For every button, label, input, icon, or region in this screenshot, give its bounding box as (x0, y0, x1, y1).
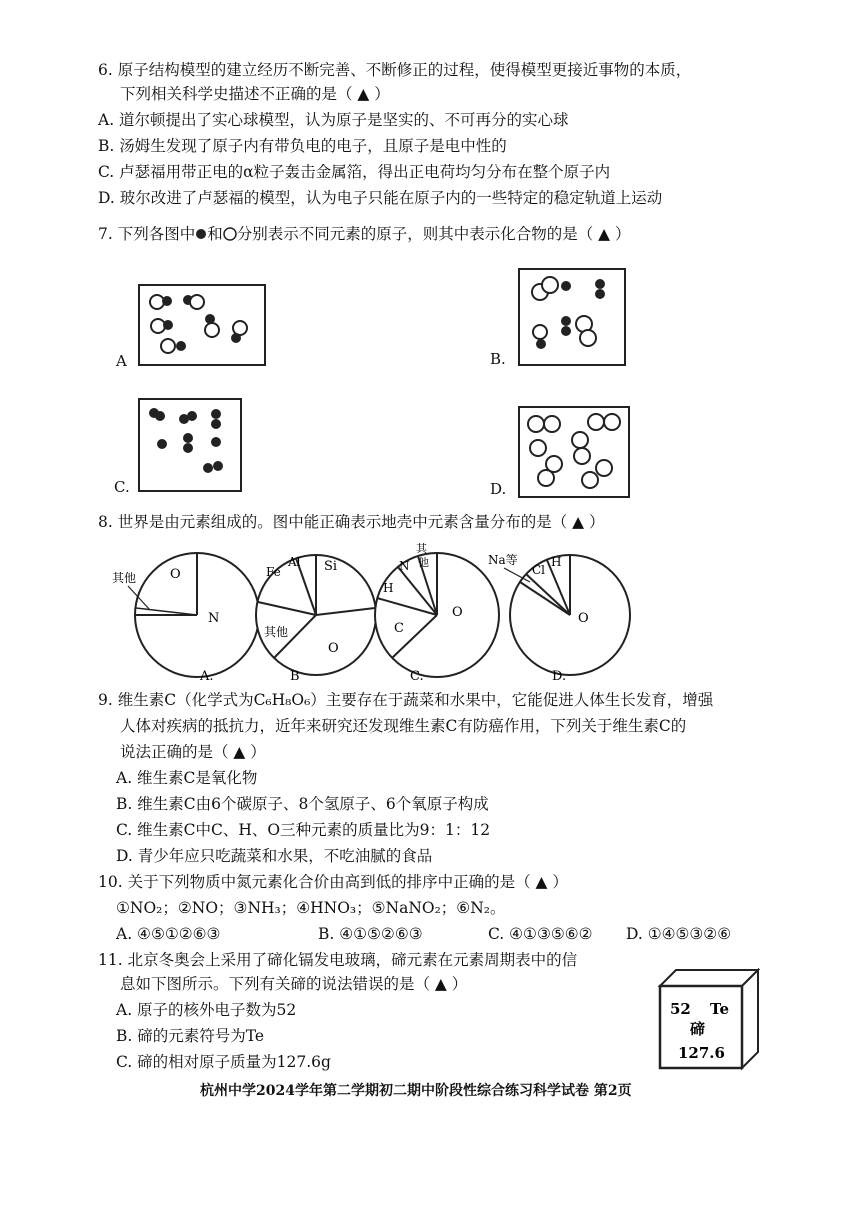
q11-stem-line2: 息如下图所示。下列有关碲的说法错误的是（ ▲ ） (120, 975, 468, 993)
q6-option-d: D. 玻尔改进了卢瑟福的模型，认为电子只能在原子内的一些特定的稳定轨道上运动 (98, 189, 663, 207)
q6-stem-line1: 6. 原子结构模型的建立经历不断完善、不断修正的过程，使得模型更接近事物的本质， (98, 61, 692, 79)
page-footer: 杭州中学2024学年第二学期初二期中阶段性综合练习科学试卷 第2页 (200, 1083, 632, 1099)
black-atom-icon (195, 228, 207, 240)
pie-b-label-al: Al (288, 555, 301, 569)
tile-name: 碲 (690, 1020, 706, 1038)
pie-d-label-o: O (578, 611, 589, 626)
q10-stem: 10. 关于下列物质中氮元素化合价由高到低的排序中正确的是（ ▲ ） (98, 873, 568, 891)
q7-box-b (518, 268, 626, 366)
pie-b-label-fe: Fe (266, 565, 281, 579)
pie-b-caption: B (290, 669, 300, 684)
tile-atomic-mass: 127.6 (678, 1044, 725, 1062)
pie-d-caption: D. (552, 669, 567, 684)
white-atom-icon (223, 227, 237, 241)
pie-c-label-c: C (394, 621, 404, 636)
pie-c-label-o: O (452, 605, 463, 620)
q7-stem-post: 分别表示不同元素的原子，则其中表示化合物的是（ ▲ ） (236, 225, 631, 243)
q9-stem-line1: 9. 维生素C（化学式为C₆H₈O₆）主要存在于蔬菜和水果中，它能促进人体生长发育，增强 (98, 691, 714, 709)
pie-a-label-o: O (170, 567, 181, 582)
pie-d-label-cl: Cl (532, 563, 546, 577)
q8-pie-charts (100, 540, 660, 690)
q7-box-a (138, 284, 266, 366)
q6-stem-line2: 下列相关科学史描述不正确的是（ ▲ ） (120, 85, 390, 103)
q7-label-c: C. (114, 478, 130, 496)
pie-a-label-other: 其他 (112, 571, 137, 585)
q9-option-b: B. 维生素C由6个碳原子、8个氢原子、6个氧原子构成 (116, 795, 489, 813)
pie-b-label-o: O (328, 641, 339, 656)
q10-option-b: B. ④①⑤②⑥③ (318, 925, 423, 943)
pie-d (488, 553, 630, 684)
pie-b-label-other: 其他 (264, 625, 289, 639)
q11-option-a: A. 原子的核外电子数为52 (116, 1001, 297, 1019)
pie-a (112, 553, 259, 684)
pie-c-label-n: N (399, 559, 410, 573)
pie-c-caption: C. (410, 669, 424, 684)
pie-a-label-n: N (208, 611, 220, 626)
q7-box-c (138, 398, 242, 492)
tile-atomic-number: 52 (670, 1000, 691, 1018)
pie-d-label-na: Na等 (488, 553, 518, 567)
q10-option-d: D. ①④⑤③②⑥ (626, 925, 732, 943)
pie-c-label-other1: 其 (416, 542, 427, 555)
q11-option-c: C. 碲的相对原子质量为127.6g (116, 1053, 331, 1071)
pie-b-label-si: Si (324, 559, 338, 574)
pie-c (375, 542, 499, 684)
q10-option-a: A. ④⑤①②⑥③ (116, 925, 221, 943)
q7-stem-pre: 7. 下列各图中 (98, 225, 196, 243)
q8-stem: 8. 世界是由元素组成的。图中能正确表示地壳中元素含量分布的是（ ▲ ） (98, 513, 605, 531)
q11-stem-line1: 11. 北京冬奥会上采用了碲化镉发电玻璃，碲元素在元素周期表中的信 (98, 951, 578, 969)
q11-option-b: B. 碲的元素符号为Te (116, 1027, 265, 1045)
pie-b (256, 555, 376, 684)
pie-c-label-other2: 他 (418, 556, 429, 569)
tile-symbol: Te (710, 1000, 729, 1018)
q9-stem-line3: 说法正确的是（ ▲ ） (120, 743, 266, 761)
q9-option-a: A. 维生素C是氧化物 (116, 769, 258, 787)
q6-option-c: C. 卢瑟福用带正电的α粒子轰击金属箔，得出正电荷均匀分布在整个原子内 (98, 163, 611, 181)
pie-d-label-h: H (551, 555, 562, 569)
q9-option-c: C. 维生素C中C、H、O三种元素的质量比为9：1：12 (116, 821, 491, 839)
q7-label-a: A (116, 352, 127, 370)
q9-option-d: D. 青少年应只吃蔬菜和水果，不吃油腻的食品 (116, 847, 433, 865)
q7-stem (98, 224, 631, 244)
q7-label-b: B. (490, 350, 506, 368)
pie-c-label-h: H (383, 581, 394, 595)
q7-stem-mid: 和 (207, 225, 223, 243)
q6-option-b: B. 汤姆生发现了原子内有带负电的电子，且原子是电中性的 (98, 137, 507, 155)
tellurium-element-tile (656, 966, 762, 1072)
q9-stem-line2: 人体对疾病的抵抗力，近年来研究还发现维生素C有防癌作用，下列关于维生素C的 (120, 717, 687, 735)
q7-label-d: D. (490, 480, 507, 498)
q10-option-c: C. ④①③⑤⑥② (488, 925, 593, 943)
q6-option-a: A. 道尔顿提出了实心球模型，认为原子是坚实的、不可再分的实心球 (98, 111, 569, 129)
q7-box-d (518, 406, 630, 498)
q10-items: ①NO₂；②NO；③NH₃；④HNO₃；⑤NaNO₂；⑥N₂。 (116, 899, 506, 917)
pie-a-caption: A. (200, 669, 214, 684)
